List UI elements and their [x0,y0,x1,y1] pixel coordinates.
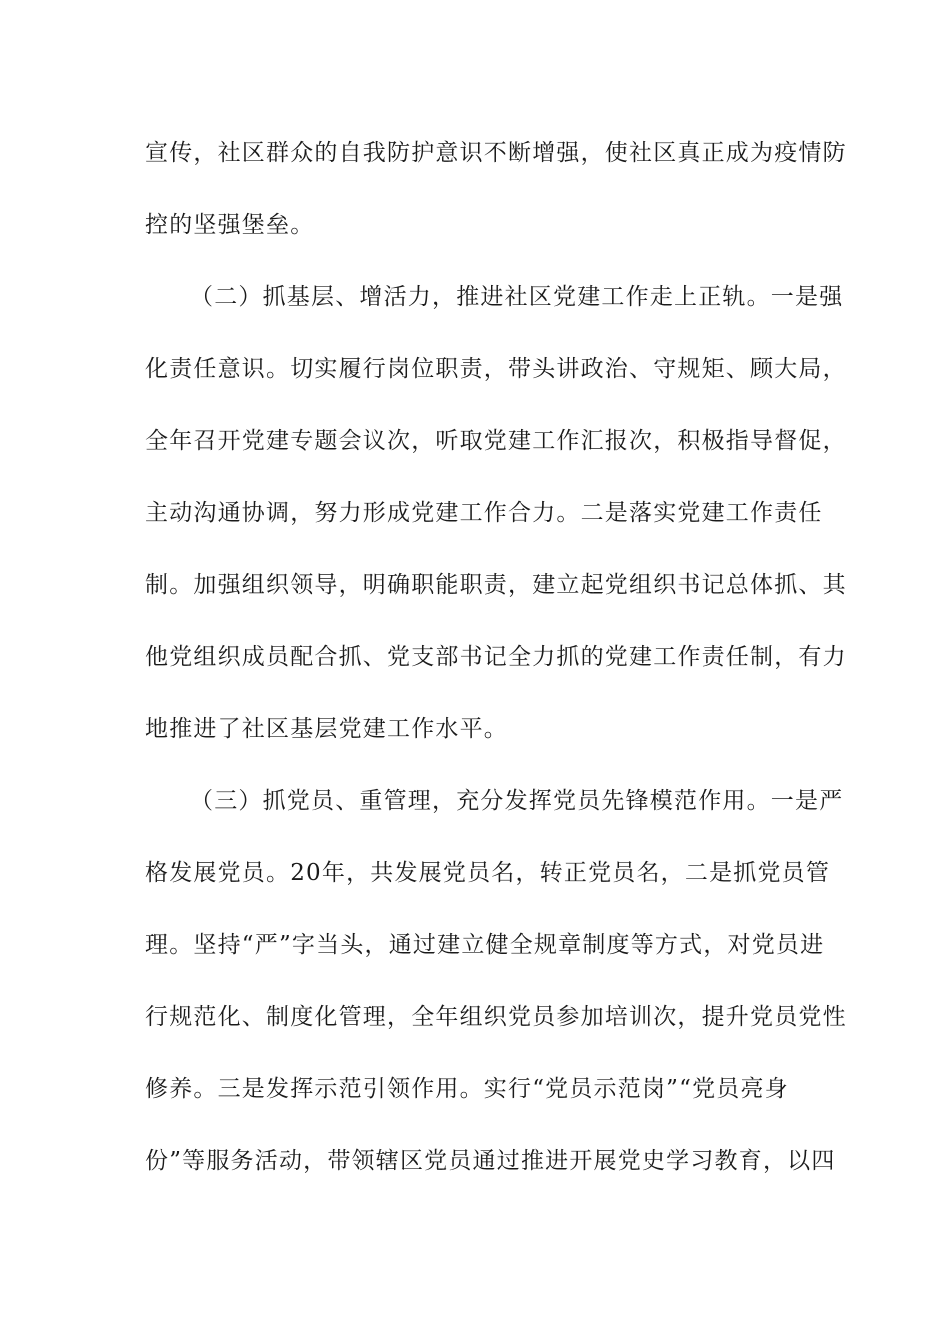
text-line: 全年召开党建专题会议次，听取党建工作汇报次，积极指导督促， [145,428,847,454]
text-line: 制。加强组织领导，明确职能职责，建立起党组织书记总体抓、其 [145,572,847,598]
text-line: 行规范化、制度化管理，全年组织党员参加培训次，提升党员党性 [145,1004,847,1030]
text-line: 地推进了社区基层党建工作水平。 [145,716,508,742]
paragraph-heading-2: （二）抓基层、增活力，推进社区党建工作走上正轨。一是强 [190,284,844,310]
text-line: 理。坚持“严”字当头，通过建立健全规章制度等方式，对党员进 [145,932,825,958]
text-line: 修养。三是发挥示范引领作用。实行“党员示范岗”“党员亮身 [145,1076,789,1102]
text-line: 份”等服务活动，带领辖区党员通过推进开展党史学习教育，以四 [145,1148,836,1174]
text-line: 化责任意识。切实履行岗位职责，带头讲政治、守规矩、顾大局， [145,356,847,382]
paragraph-heading-3: （三）抓党员、重管理，充分发挥党员先锋模范作用。一是严 [190,788,844,814]
text-line: 他党组织成员配合抓、党支部书记全力抓的党建工作责任制，有力 [145,644,847,670]
text-line: 格发展党员。20年，共发展党员名，转正党员名，二是抓党员管 [145,860,831,886]
text-line: 主动沟通协调，努力形成党建工作合力。二是落实党建工作责任 [145,500,823,526]
text-line: 控的坚强堡垒。 [145,212,315,238]
text-line: 宣传，社区群众的自我防护意识不断增强，使社区真正成为疫情防 [145,140,847,166]
